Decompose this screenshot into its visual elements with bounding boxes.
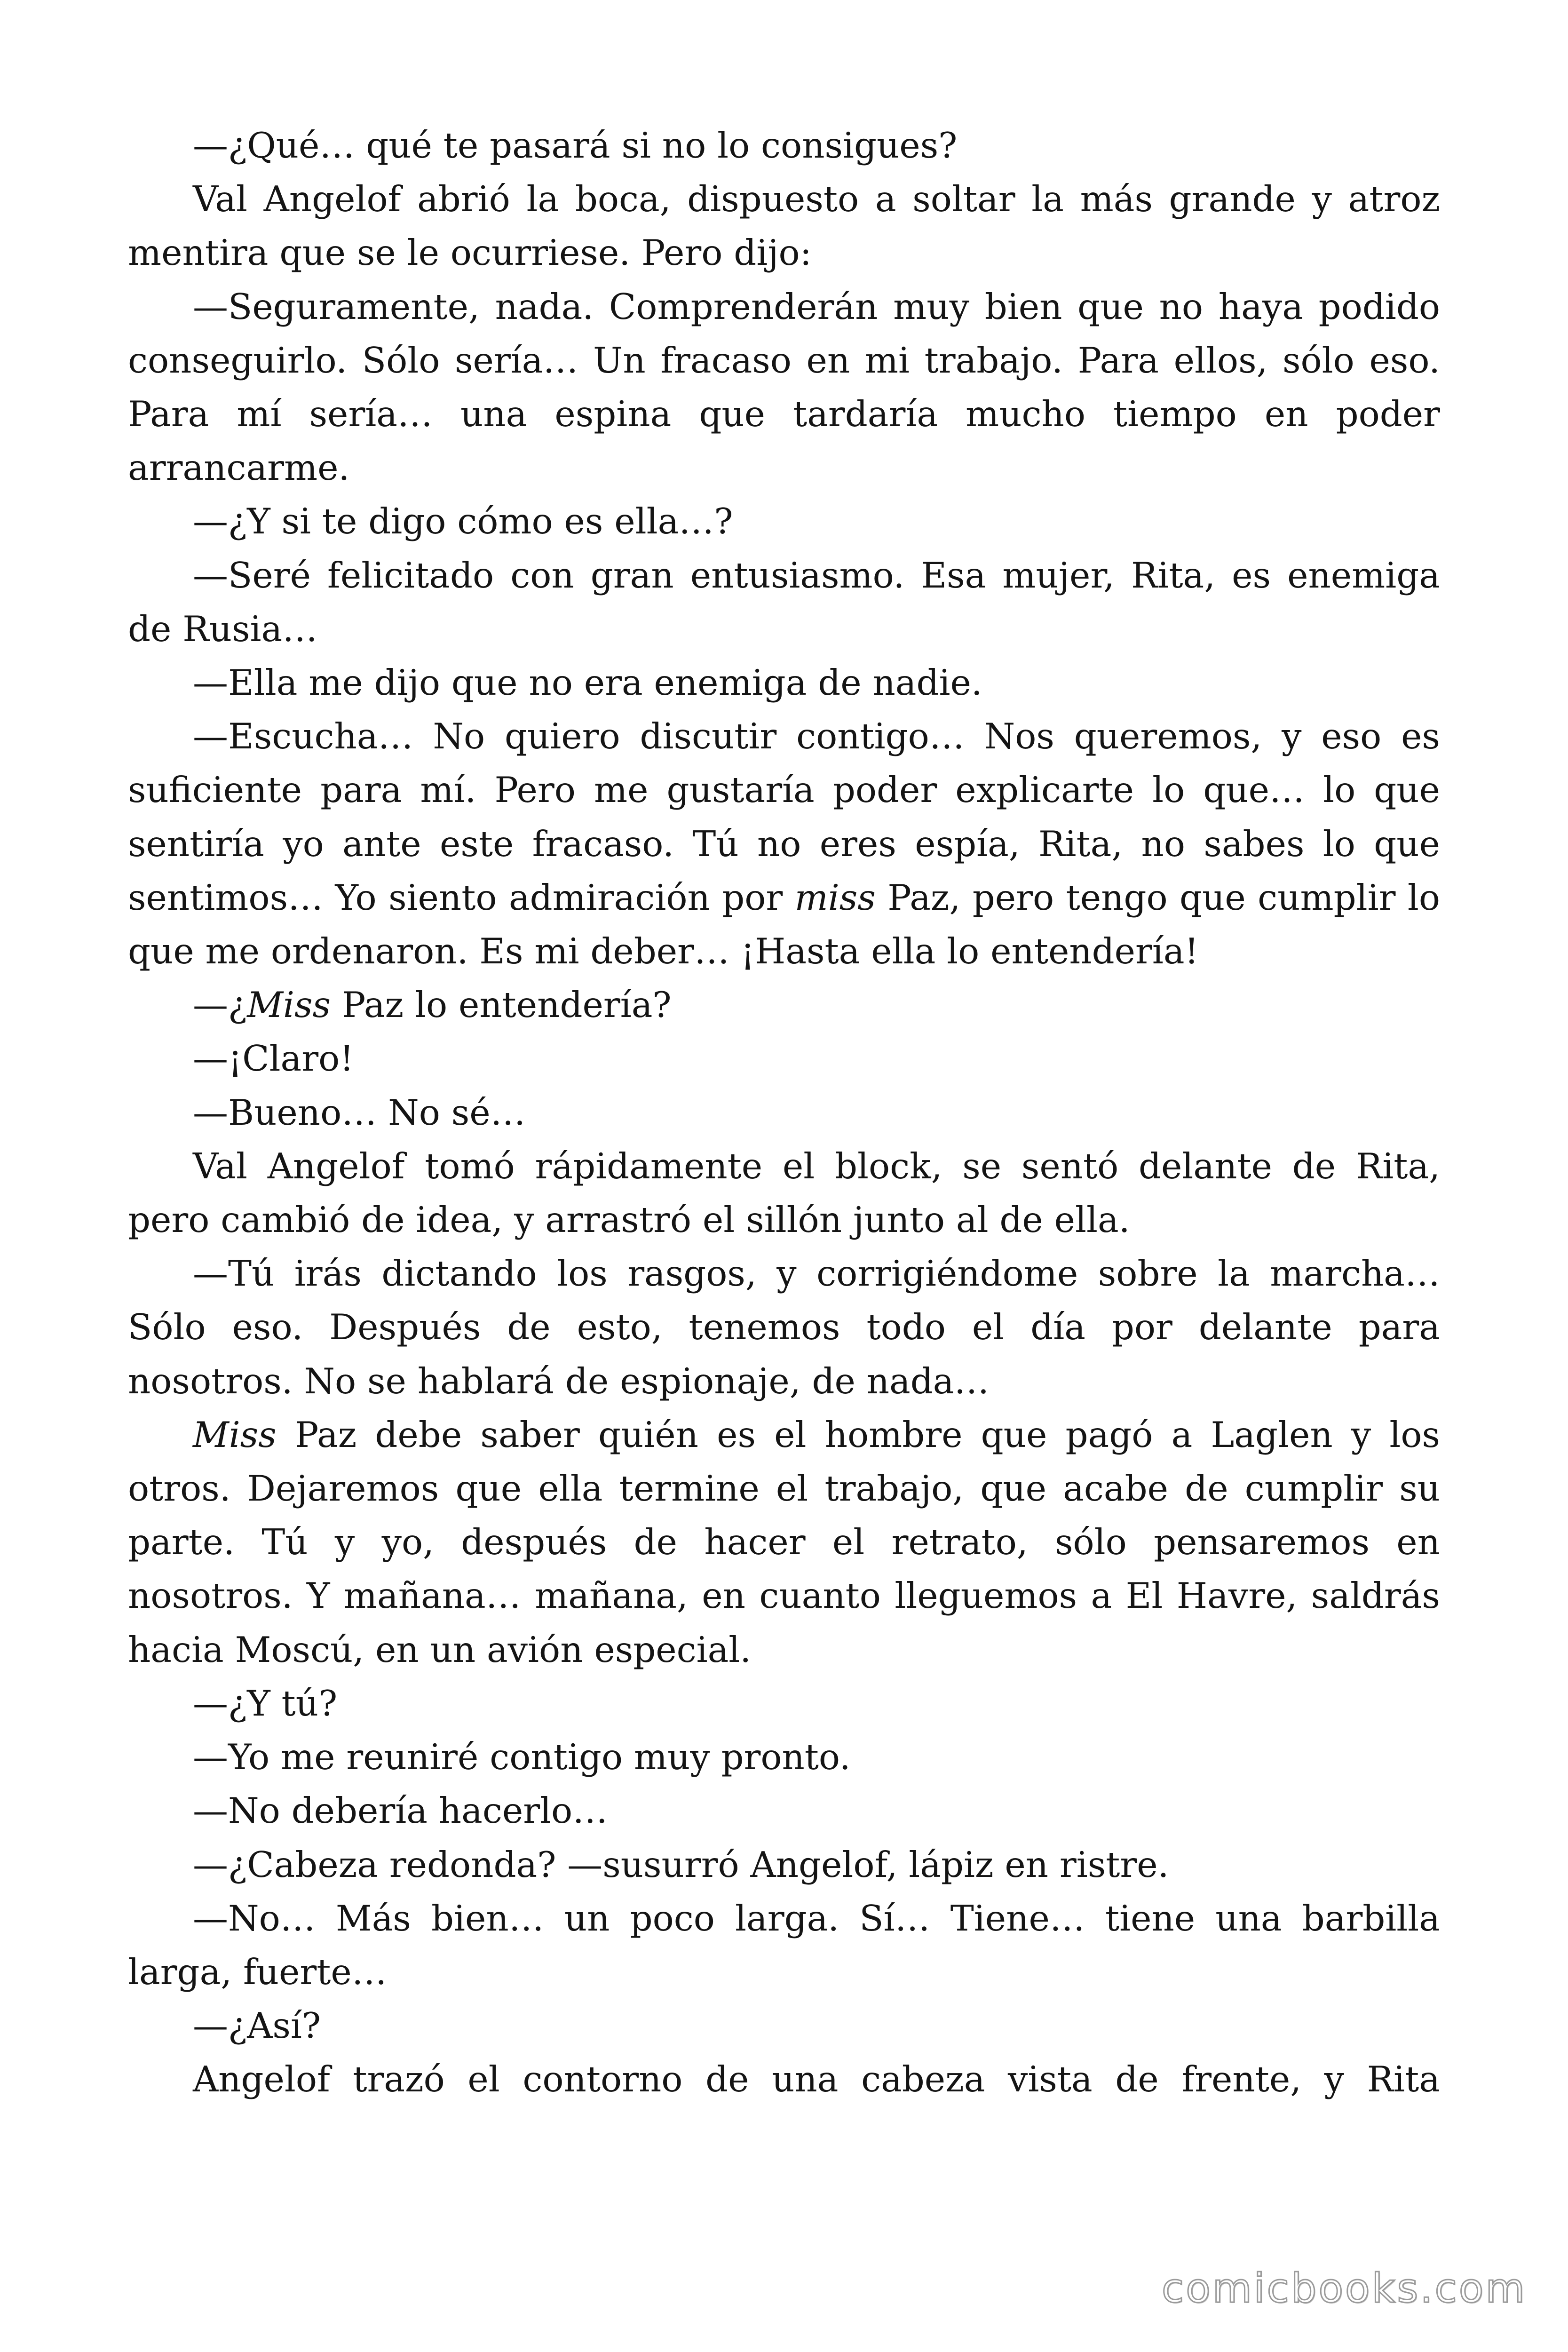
text-run: —Seré felicitado con gran entusiasmo. Esa mujer, Rita, es enemiga de Rusia… [128, 554, 1440, 650]
text-run: —Yo me reuniré contigo muy pronto. [193, 1736, 851, 1778]
text-run: —¿Cabeza redonda? —susurró Angelof, lápiz en ristre. [193, 1843, 1169, 1885]
text-run: —Tú irás dictando los rasgos, y corrigiéndome sobre la marcha… Sólo eso. Después de esto, tenemos todo el día por delante para nosotros. No se hablará de espionaje, de nada… [128, 1253, 1440, 1402]
italic-text-run: Miss [247, 984, 331, 1026]
italic-text-run: Miss [193, 1414, 277, 1455]
watermark-logo: comicbooks.com [1162, 2265, 1527, 2312]
text-run: —Escucha… No quiero discutir contigo… Nos queremos, y eso es suficiente para mí. Pero me gustaría poder explicarte lo que… lo que sentiría yo ante este fracaso. Tú no eres espía, Rita, no sabes lo que sentimos… Yo siento admiración por [128, 715, 1440, 918]
text-run: Val Angelof abrió la boca, dispuesto a soltar la más grande y atroz mentira que se le ocurriese. Pero dijo: [128, 178, 1440, 274]
text-run: Paz, pero tengo que cumplir lo que me ordenaron. Es mi deber… ¡Hasta ella lo entendería! [128, 876, 1440, 972]
text-run: Val Angelof tomó rápidamente el block, se sentó delante de Rita, pero cambió de idea, y arrastró el sillón junto al de ella. [128, 1145, 1440, 1241]
text-run: —¿Y si te digo cómo es ella…? [193, 501, 733, 542]
paragraph [128, 1032, 1440, 1085]
paragraph-continued [128, 2052, 1440, 2106]
paragraph [128, 280, 1440, 495]
paragraph [128, 1408, 1440, 1677]
text-run: —Ella me dijo que no era enemiga de nadie. [193, 662, 982, 704]
paragraph [128, 709, 1440, 978]
text-run: —¿Y tú? [193, 1682, 338, 1724]
text-run: —¿ [193, 984, 247, 1026]
italic-text-run: miss [794, 876, 876, 918]
text-run: —Seguramente, nada. Comprenderán muy bien que no haya podido conseguirlo. Sólo sería… Un fracaso en mi trabajo. Para ellos, sólo eso. Para mí sería… una espina que tardaría mucho tiempo en poder arrancarme. [128, 286, 1440, 489]
text-run: Paz debe saber quién es el hombre que pagó a Laglen y los otros. Dejaremos que ella termine el trabajo, que acabe de cumplir su parte. Tú y yo, después de hacer el retrato, sólo pensaremos en nosotros. Y mañana… mañana, en cuanto lleguemos a El Havre, saldrás hacia Moscú, en un avión especial. [128, 1414, 1440, 1670]
paragraph [128, 1784, 1440, 1837]
paragraph [128, 1891, 1440, 1999]
paragraph [128, 1999, 1440, 2052]
text-run: —No… Más bien… un poco larga. Sí… Tiene… tiene una barbilla larga, fuerte… [128, 1897, 1440, 1993]
text-run: —Bueno… No sé… [193, 1091, 526, 1133]
page-body-text [128, 119, 1440, 2106]
paragraph [128, 1247, 1440, 1408]
text-run: —¿Así? [193, 2005, 321, 2047]
paragraph [128, 494, 1440, 548]
text-run: —¿Qué… qué te pasará si no lo consigues? [193, 125, 958, 166]
text-run: Angelof trazó el contorno de una cabeza vista de frente, y Rita [193, 2058, 1440, 2100]
text-run: —No debería hacerlo… [193, 1790, 608, 1832]
paragraph [128, 978, 1440, 1032]
text-run: Paz lo entendería? [330, 984, 672, 1026]
paragraph [128, 1730, 1440, 1784]
paragraph [128, 1677, 1440, 1730]
paragraph [128, 119, 1440, 172]
paragraph [128, 1838, 1440, 1891]
paragraph [128, 172, 1440, 279]
paragraph [128, 656, 1440, 709]
paragraph [128, 1139, 1440, 1247]
text-run: —¡Claro! [193, 1038, 354, 1080]
paragraph [128, 548, 1440, 656]
paragraph [128, 1086, 1440, 1139]
